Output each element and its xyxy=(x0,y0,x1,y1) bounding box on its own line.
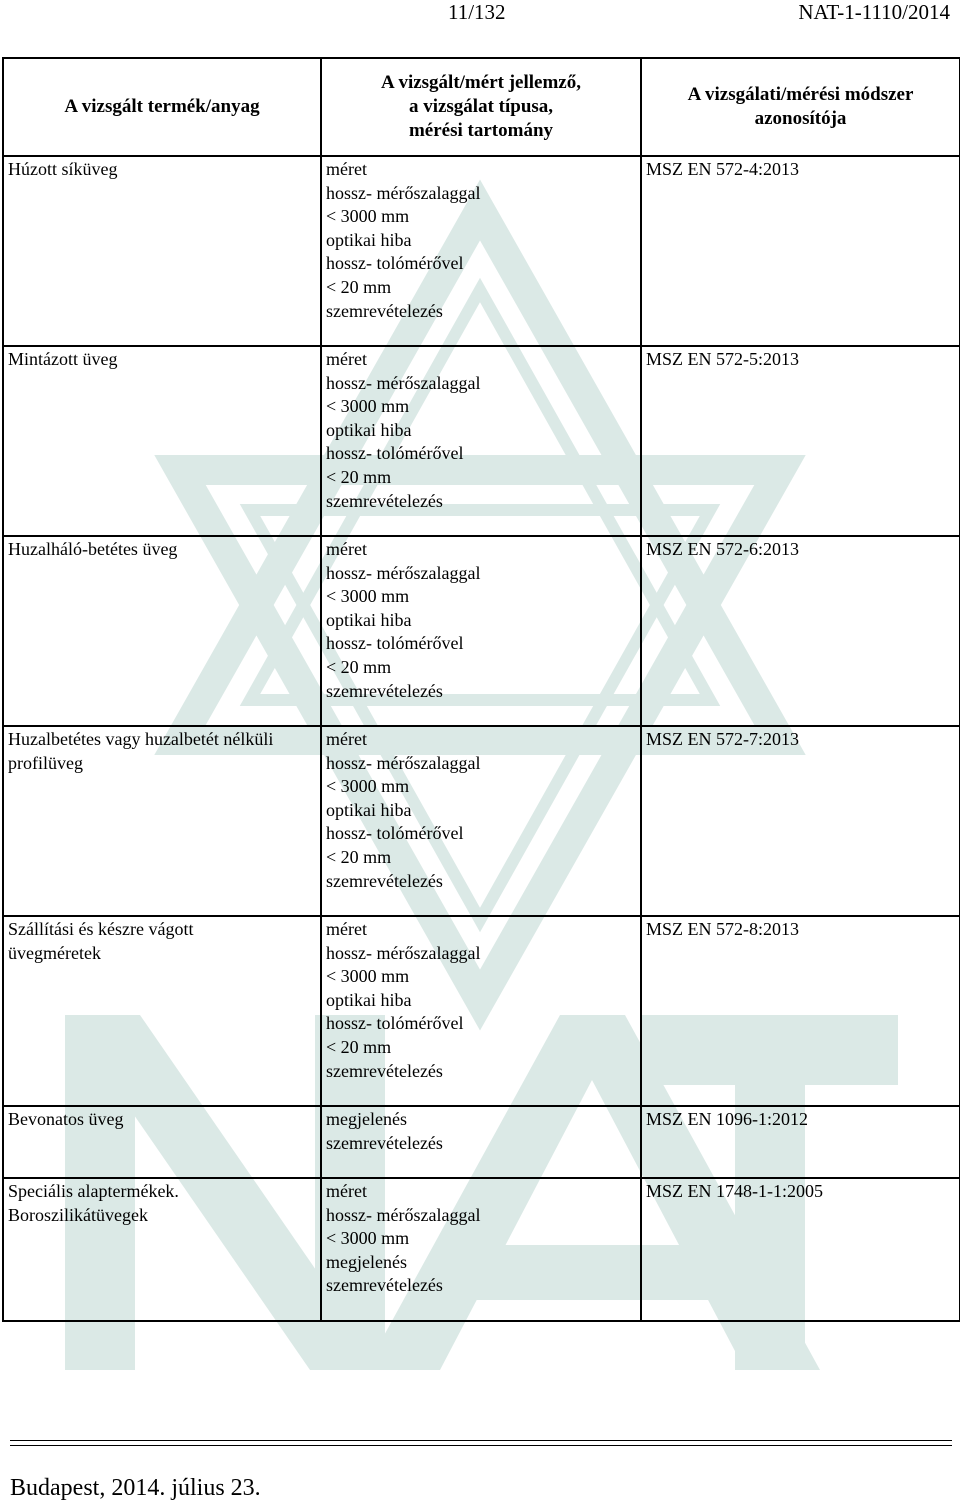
cell-text: hossz- mérőszalaggal xyxy=(326,752,481,773)
cell-text: profilüveg xyxy=(8,752,83,773)
cell-text: szemrevételezés xyxy=(326,680,443,701)
cell-text: optikai hiba xyxy=(326,609,412,630)
header-text: A vizsgált/mért jellemző, xyxy=(381,72,581,93)
footer-rule-top xyxy=(10,1440,952,1441)
cell-text: < 3000 mm xyxy=(326,396,410,417)
cell-text: MSZ EN 1096-1:2012 xyxy=(646,1109,808,1129)
method-cell xyxy=(641,346,960,536)
cell-text: hossz- tolómérővel xyxy=(326,633,464,654)
table-row xyxy=(3,1106,960,1178)
characteristic-cell xyxy=(321,916,641,1106)
cell-text: üvegméretek xyxy=(8,942,101,963)
cell-text: < 3000 mm xyxy=(326,1228,410,1249)
cell-text: hossz- mérőszalaggal xyxy=(326,182,481,203)
header-text: mérési tartomány xyxy=(408,120,554,141)
cell-text: MSZ EN 1748-1-1:2005 xyxy=(646,1181,823,1201)
cell-text: Húzott síküveg xyxy=(8,159,118,179)
header-text: A vizsgált termék/anyag xyxy=(64,96,260,117)
cell-text: < 3000 mm xyxy=(326,966,410,987)
cell-text: < 20 mm xyxy=(326,846,392,867)
product-cell xyxy=(3,1106,321,1178)
accreditation-table xyxy=(2,57,960,1322)
cell-text: MSZ EN 572-4:2013 xyxy=(646,159,799,179)
cell-text: Boroszilikátüvegek xyxy=(8,1204,148,1225)
method-cell xyxy=(641,726,960,916)
cell-text: Huzalbetétes vagy huzalbetét nélküli xyxy=(8,729,274,749)
product-cell xyxy=(3,726,321,916)
cell-text: < 3000 mm xyxy=(326,776,410,797)
table-row xyxy=(3,346,960,536)
product-cell xyxy=(3,916,321,1106)
cell-text: méret xyxy=(326,349,367,369)
place-date: Budapest, 2014. július 23. xyxy=(10,1475,261,1501)
cell-text: MSZ EN 572-6:2013 xyxy=(646,539,799,559)
characteristic-cell xyxy=(321,726,641,916)
cell-text: méret xyxy=(326,1181,367,1201)
cell-text: < 20 mm xyxy=(326,466,392,487)
cell-text: < 3000 mm xyxy=(326,206,410,227)
characteristic-cell xyxy=(321,1106,641,1178)
characteristic-cell xyxy=(321,536,641,726)
cell-text: hossz- mérőszalaggal xyxy=(326,372,481,393)
method-cell xyxy=(641,156,960,346)
header-text: A vizsgálati/mérési módszer xyxy=(687,84,914,105)
cell-text: optikai hiba xyxy=(326,419,412,440)
cell-text: MSZ EN 572-7:2013 xyxy=(646,729,799,749)
cell-text: hossz- mérőszalaggal xyxy=(326,942,481,963)
table-row xyxy=(3,536,960,726)
table-row xyxy=(3,1178,960,1321)
cell-text: méret xyxy=(326,729,367,749)
characteristic-cell xyxy=(321,1178,641,1321)
cell-text: < 20 mm xyxy=(326,1036,392,1057)
cell-text: hossz- mérőszalaggal xyxy=(326,562,481,583)
cell-text: optikai hiba xyxy=(326,229,412,250)
method-cell xyxy=(641,536,960,726)
header-text: azonosítója xyxy=(754,108,847,129)
table-row xyxy=(3,726,960,916)
table-row xyxy=(3,156,960,346)
column-header-characteristic xyxy=(321,58,641,156)
cell-text: méret xyxy=(326,539,367,559)
document-code: NAT-1-1110/2014 xyxy=(798,0,950,24)
product-cell xyxy=(3,156,321,346)
table-row xyxy=(3,916,960,1106)
cell-text: MSZ EN 572-5:2013 xyxy=(646,349,799,369)
method-cell xyxy=(641,1106,960,1178)
column-header-product xyxy=(3,58,321,156)
method-cell xyxy=(641,916,960,1106)
cell-text: Huzalháló-betétes üveg xyxy=(8,539,178,559)
cell-text: szemrevételezés xyxy=(326,490,443,511)
cell-text: Bevonatos üveg xyxy=(8,1109,124,1129)
product-cell xyxy=(3,346,321,536)
cell-text: Mintázott üveg xyxy=(8,349,118,369)
cell-text: szemrevételezés xyxy=(326,300,443,321)
cell-text: megjelenés xyxy=(326,1109,407,1129)
page-header xyxy=(0,0,960,30)
cell-text: méret xyxy=(326,159,367,179)
cell-text: Szállítási és készre vágott xyxy=(8,919,194,939)
cell-text: megjelenés xyxy=(326,1251,407,1272)
column-header-method xyxy=(641,58,960,156)
cell-text: hossz- mérőszalaggal xyxy=(326,1204,481,1225)
characteristic-cell xyxy=(321,156,641,346)
cell-text: szemrevételezés xyxy=(326,1132,443,1153)
cell-text: optikai hiba xyxy=(326,989,412,1010)
cell-text: hossz- tolómérővel xyxy=(326,253,464,274)
cell-text: MSZ EN 572-8:2013 xyxy=(646,919,799,939)
page-number: 11/132 xyxy=(448,0,506,24)
cell-text: < 20 mm xyxy=(326,656,392,677)
cell-text: optikai hiba xyxy=(326,799,412,820)
cell-text: szemrevételezés xyxy=(326,1275,443,1296)
cell-text: hossz- tolómérővel xyxy=(326,443,464,464)
table-header-row xyxy=(3,58,960,156)
cell-text: szemrevételezés xyxy=(326,870,443,891)
cell-text: Speciális alaptermékek. xyxy=(8,1181,179,1201)
cell-text: szemrevételezés xyxy=(326,1060,443,1081)
cell-text: hossz- tolómérővel xyxy=(326,1013,464,1034)
product-cell xyxy=(3,1178,321,1321)
cell-text: hossz- tolómérővel xyxy=(326,823,464,844)
header-text: a vizsgálat típusa, xyxy=(408,96,554,117)
characteristic-cell xyxy=(321,346,641,536)
cell-text: < 3000 mm xyxy=(326,586,410,607)
cell-text: < 20 mm xyxy=(326,276,392,297)
product-cell xyxy=(3,536,321,726)
footer-rule-bottom xyxy=(10,1445,952,1446)
cell-text: méret xyxy=(326,919,367,939)
method-cell xyxy=(641,1178,960,1321)
